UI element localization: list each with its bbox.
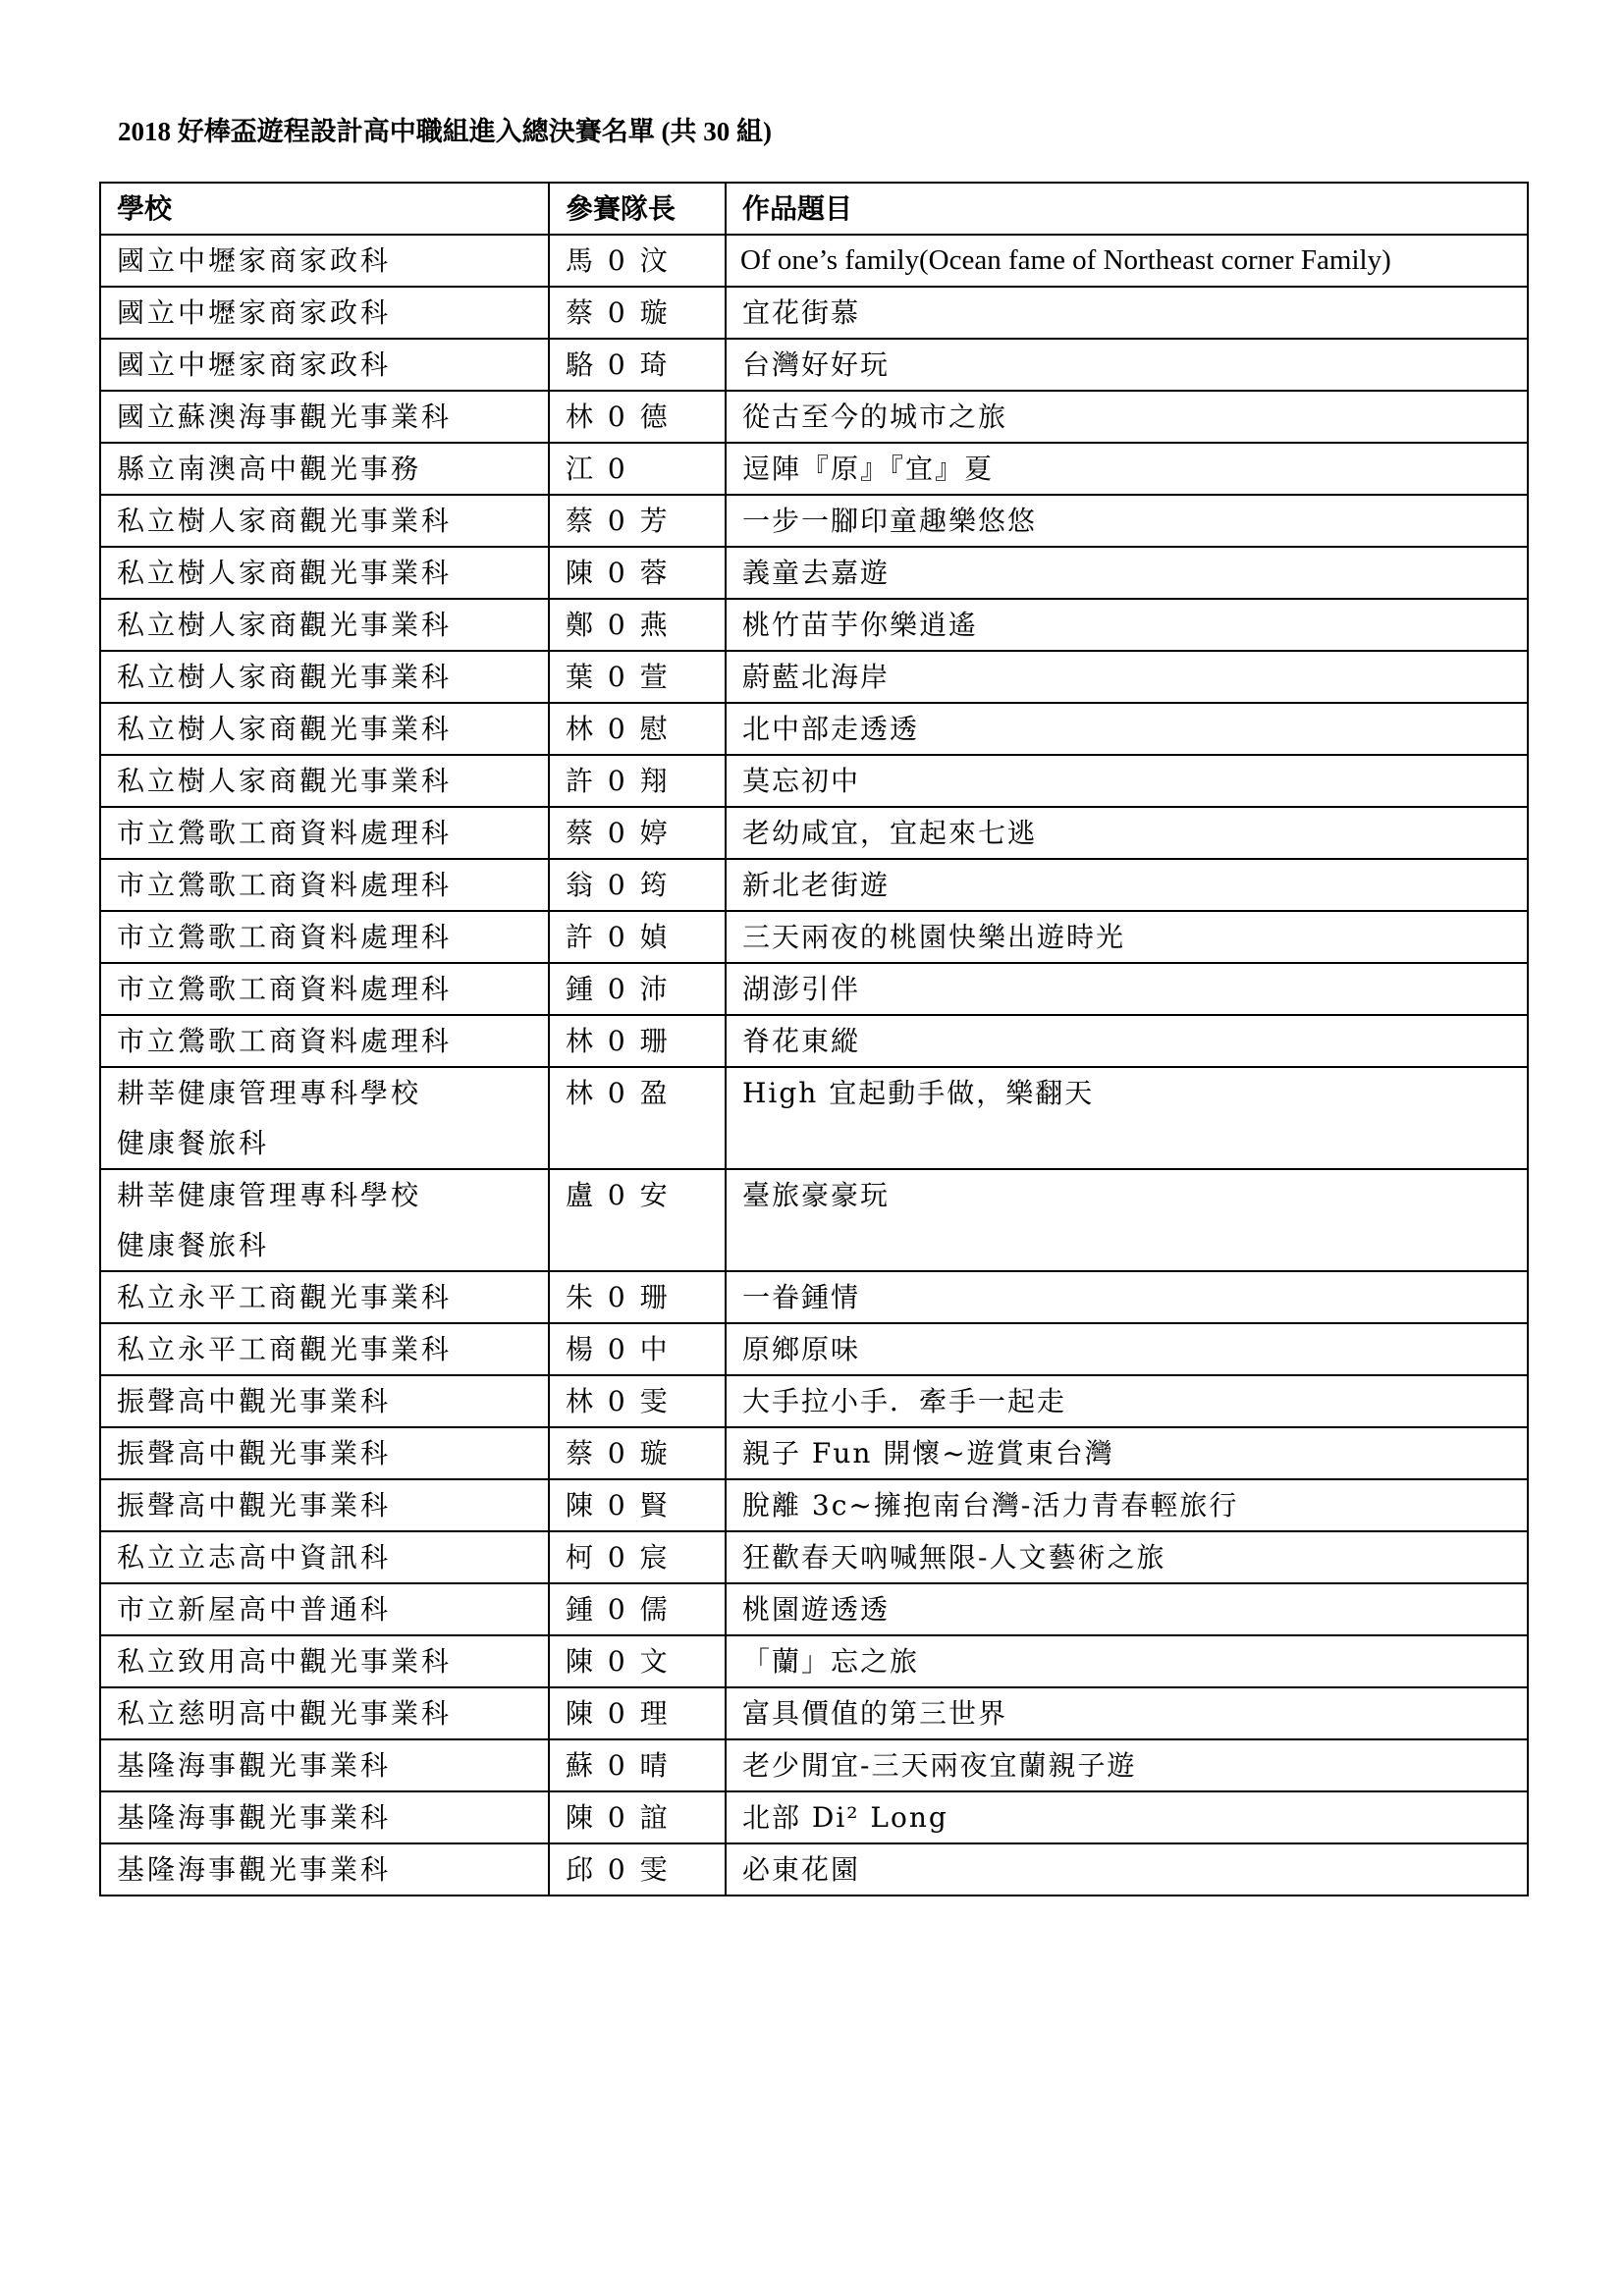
captain-cell: 林 0 珊 — [549, 1015, 726, 1067]
school-cell: 私立樹人家商觀光事業科 — [100, 495, 549, 547]
captain-cell: 陳 0 賢 — [549, 1479, 726, 1531]
table-row — [100, 1169, 1528, 1271]
captain-cell: 柯 0 宸 — [549, 1531, 726, 1583]
work-title-cell: 逗陣『原』『宜』夏 — [726, 443, 1528, 495]
column-header-title: 作品題目 — [726, 183, 1528, 235]
table-row — [100, 807, 1528, 859]
page-title: 2018 好棒盃遊程設計高中職組進入總決賽名單 (共 30 組) — [118, 117, 772, 146]
table-row — [100, 1531, 1528, 1583]
captain-cell: 陳 0 文 — [549, 1635, 726, 1687]
table-row — [100, 755, 1528, 807]
captain-cell: 林 0 雯 — [549, 1375, 726, 1427]
work-title-cell: 原鄉原味 — [726, 1323, 1528, 1375]
captain-cell: 蔡 0 芳 — [549, 495, 726, 547]
work-title-cell: 北部 Di² Long — [726, 1791, 1528, 1843]
captain-cell: 林 0 盈 — [549, 1067, 726, 1169]
captain-cell: 馬 0 汶 — [549, 235, 726, 287]
captain-cell: 陳 0 誼 — [549, 1791, 726, 1843]
work-title-cell: 狂歡春天吶喊無限-人文藝術之旅 — [726, 1531, 1528, 1583]
captain-cell: 陳 0 蓉 — [549, 547, 726, 599]
table-row — [100, 1427, 1528, 1479]
captain-cell: 朱 0 珊 — [549, 1271, 726, 1323]
work-title-cell: 一步一腳印童趣樂悠悠 — [726, 495, 1528, 547]
school-cell: 市立鶯歌工商資料處理科 — [100, 807, 549, 859]
work-title-cell: High 宜起動手做，樂翻天 — [726, 1067, 1528, 1169]
school-cell: 振聲高中觀光事業科 — [100, 1479, 549, 1531]
work-title-cell: 蔚藍北海岸 — [726, 651, 1528, 703]
table-row — [100, 391, 1528, 443]
school-cell: 縣立南澳高中觀光事務 — [100, 443, 549, 495]
work-title-cell: Of one’s family(Ocean fame of Northeast corner Family) — [726, 235, 1528, 287]
table-row — [100, 1067, 1528, 1169]
finalist-table — [99, 182, 1529, 1896]
school-cell: 國立蘇澳海事觀光事業科 — [100, 391, 549, 443]
work-title-cell: 脊花東縱 — [726, 1015, 1528, 1067]
table-row — [100, 495, 1528, 547]
school-cell: 市立新屋高中普通科 — [100, 1583, 549, 1635]
school-cell: 國立中壢家商家政科 — [100, 339, 549, 391]
table-row — [100, 1323, 1528, 1375]
captain-cell: 蔡 0 璇 — [549, 1427, 726, 1479]
table-row — [100, 1479, 1528, 1531]
table-row — [100, 443, 1528, 495]
school-cell: 國立中壢家商家政科 — [100, 235, 549, 287]
school-cell: 私立立志高中資訊科 — [100, 1531, 549, 1583]
table-row — [100, 703, 1528, 755]
column-header-school: 學校 — [100, 183, 549, 235]
captain-cell: 陳 0 理 — [549, 1687, 726, 1739]
school-cell: 基隆海事觀光事業科 — [100, 1791, 549, 1843]
work-title-cell: 桃竹苗芋你樂逍遙 — [726, 599, 1528, 651]
table-row — [100, 1739, 1528, 1791]
school-cell: 私立永平工商觀光事業科 — [100, 1271, 549, 1323]
table-row — [100, 1687, 1528, 1739]
school-cell: 振聲高中觀光事業科 — [100, 1427, 549, 1479]
table-row — [100, 651, 1528, 703]
work-title-cell: 大手拉小手．牽手一起走 — [726, 1375, 1528, 1427]
table-row — [100, 339, 1528, 391]
table-row — [100, 1271, 1528, 1323]
work-title-cell: 三天兩夜的桃園快樂出遊時光 — [726, 911, 1528, 963]
captain-cell: 翁 0 筠 — [549, 859, 726, 911]
column-header-captain: 參賽隊長 — [549, 183, 726, 235]
school-cell: 耕莘健康管理專科學校 健康餐旅科 — [100, 1169, 549, 1271]
table-row — [100, 963, 1528, 1015]
work-title-cell: 台灣好好玩 — [726, 339, 1528, 391]
table-row — [100, 1843, 1528, 1896]
school-cell: 振聲高中觀光事業科 — [100, 1375, 549, 1427]
captain-cell: 葉 0 萱 — [549, 651, 726, 703]
school-cell: 私立樹人家商觀光事業科 — [100, 703, 549, 755]
school-cell: 私立樹人家商觀光事業科 — [100, 755, 549, 807]
school-cell: 基隆海事觀光事業科 — [100, 1739, 549, 1791]
work-title-cell: 湖澎引伴 — [726, 963, 1528, 1015]
work-title-cell: 宜花街慕 — [726, 287, 1528, 339]
table-row — [100, 1791, 1528, 1843]
work-title-cell: 從古至今的城市之旅 — [726, 391, 1528, 443]
captain-cell: 蘇 0 晴 — [549, 1739, 726, 1791]
school-cell: 私立永平工商觀光事業科 — [100, 1323, 549, 1375]
captain-cell: 蔡 0 婷 — [549, 807, 726, 859]
work-title-cell: 親子 Fun 開懷~遊賞東台灣 — [726, 1427, 1528, 1479]
table-row — [100, 1583, 1528, 1635]
captain-cell: 盧 0 安 — [549, 1169, 726, 1271]
school-cell: 私立樹人家商觀光事業科 — [100, 599, 549, 651]
work-title-cell: 莫忘初中 — [726, 755, 1528, 807]
work-title-cell: 臺旅豪豪玩 — [726, 1169, 1528, 1271]
table-row — [100, 547, 1528, 599]
captain-cell: 許 0 媜 — [549, 911, 726, 963]
table-header-row — [100, 183, 1528, 235]
table-row — [100, 1015, 1528, 1067]
work-title-cell: 脫離 3c~擁抱南台灣-活力青春輕旅行 — [726, 1479, 1528, 1531]
school-cell: 市立鶯歌工商資料處理科 — [100, 1015, 549, 1067]
work-title-cell: 「蘭」忘之旅 — [726, 1635, 1528, 1687]
captain-cell: 鄭 0 燕 — [549, 599, 726, 651]
work-title-cell: 北中部走透透 — [726, 703, 1528, 755]
table-row — [100, 911, 1528, 963]
work-title-cell: 富具價值的第三世界 — [726, 1687, 1528, 1739]
table-row — [100, 287, 1528, 339]
table-row — [100, 859, 1528, 911]
captain-cell: 鍾 0 沛 — [549, 963, 726, 1015]
work-title-cell: 老幼咸宜，宜起來七逃 — [726, 807, 1528, 859]
work-title-cell: 老少閒宜-三天兩夜宜蘭親子遊 — [726, 1739, 1528, 1791]
work-title-cell: 一眷鍾情 — [726, 1271, 1528, 1323]
school-cell: 市立鶯歌工商資料處理科 — [100, 911, 549, 963]
school-cell: 市立鶯歌工商資料處理科 — [100, 859, 549, 911]
work-title-cell: 必東花園 — [726, 1843, 1528, 1896]
captain-cell: 駱 0 琦 — [549, 339, 726, 391]
captain-cell: 林 0 德 — [549, 391, 726, 443]
school-cell: 基隆海事觀光事業科 — [100, 1843, 549, 1896]
table-row — [100, 1375, 1528, 1427]
captain-cell: 蔡 0 璇 — [549, 287, 726, 339]
captain-cell: 鍾 0 儒 — [549, 1583, 726, 1635]
school-cell: 私立致用高中觀光事業科 — [100, 1635, 549, 1687]
school-cell: 國立中壢家商家政科 — [100, 287, 549, 339]
school-cell: 私立樹人家商觀光事業科 — [100, 547, 549, 599]
captain-cell: 許 0 翔 — [549, 755, 726, 807]
school-cell: 私立樹人家商觀光事業科 — [100, 651, 549, 703]
captain-cell: 楊 0 中 — [549, 1323, 726, 1375]
school-cell: 耕莘健康管理專科學校 健康餐旅科 — [100, 1067, 549, 1169]
table-row — [100, 599, 1528, 651]
table-row — [100, 235, 1528, 287]
captain-cell: 江 0 — [549, 443, 726, 495]
work-title-cell: 桃園遊透透 — [726, 1583, 1528, 1635]
table-row — [100, 1635, 1528, 1687]
school-cell: 市立鶯歌工商資料處理科 — [100, 963, 549, 1015]
table-body — [100, 235, 1528, 1896]
work-title-cell: 義童去嘉遊 — [726, 547, 1528, 599]
school-cell: 私立慈明高中觀光事業科 — [100, 1687, 549, 1739]
work-title-cell: 新北老街遊 — [726, 859, 1528, 911]
captain-cell: 邱 0 雯 — [549, 1843, 726, 1896]
captain-cell: 林 0 慰 — [549, 703, 726, 755]
